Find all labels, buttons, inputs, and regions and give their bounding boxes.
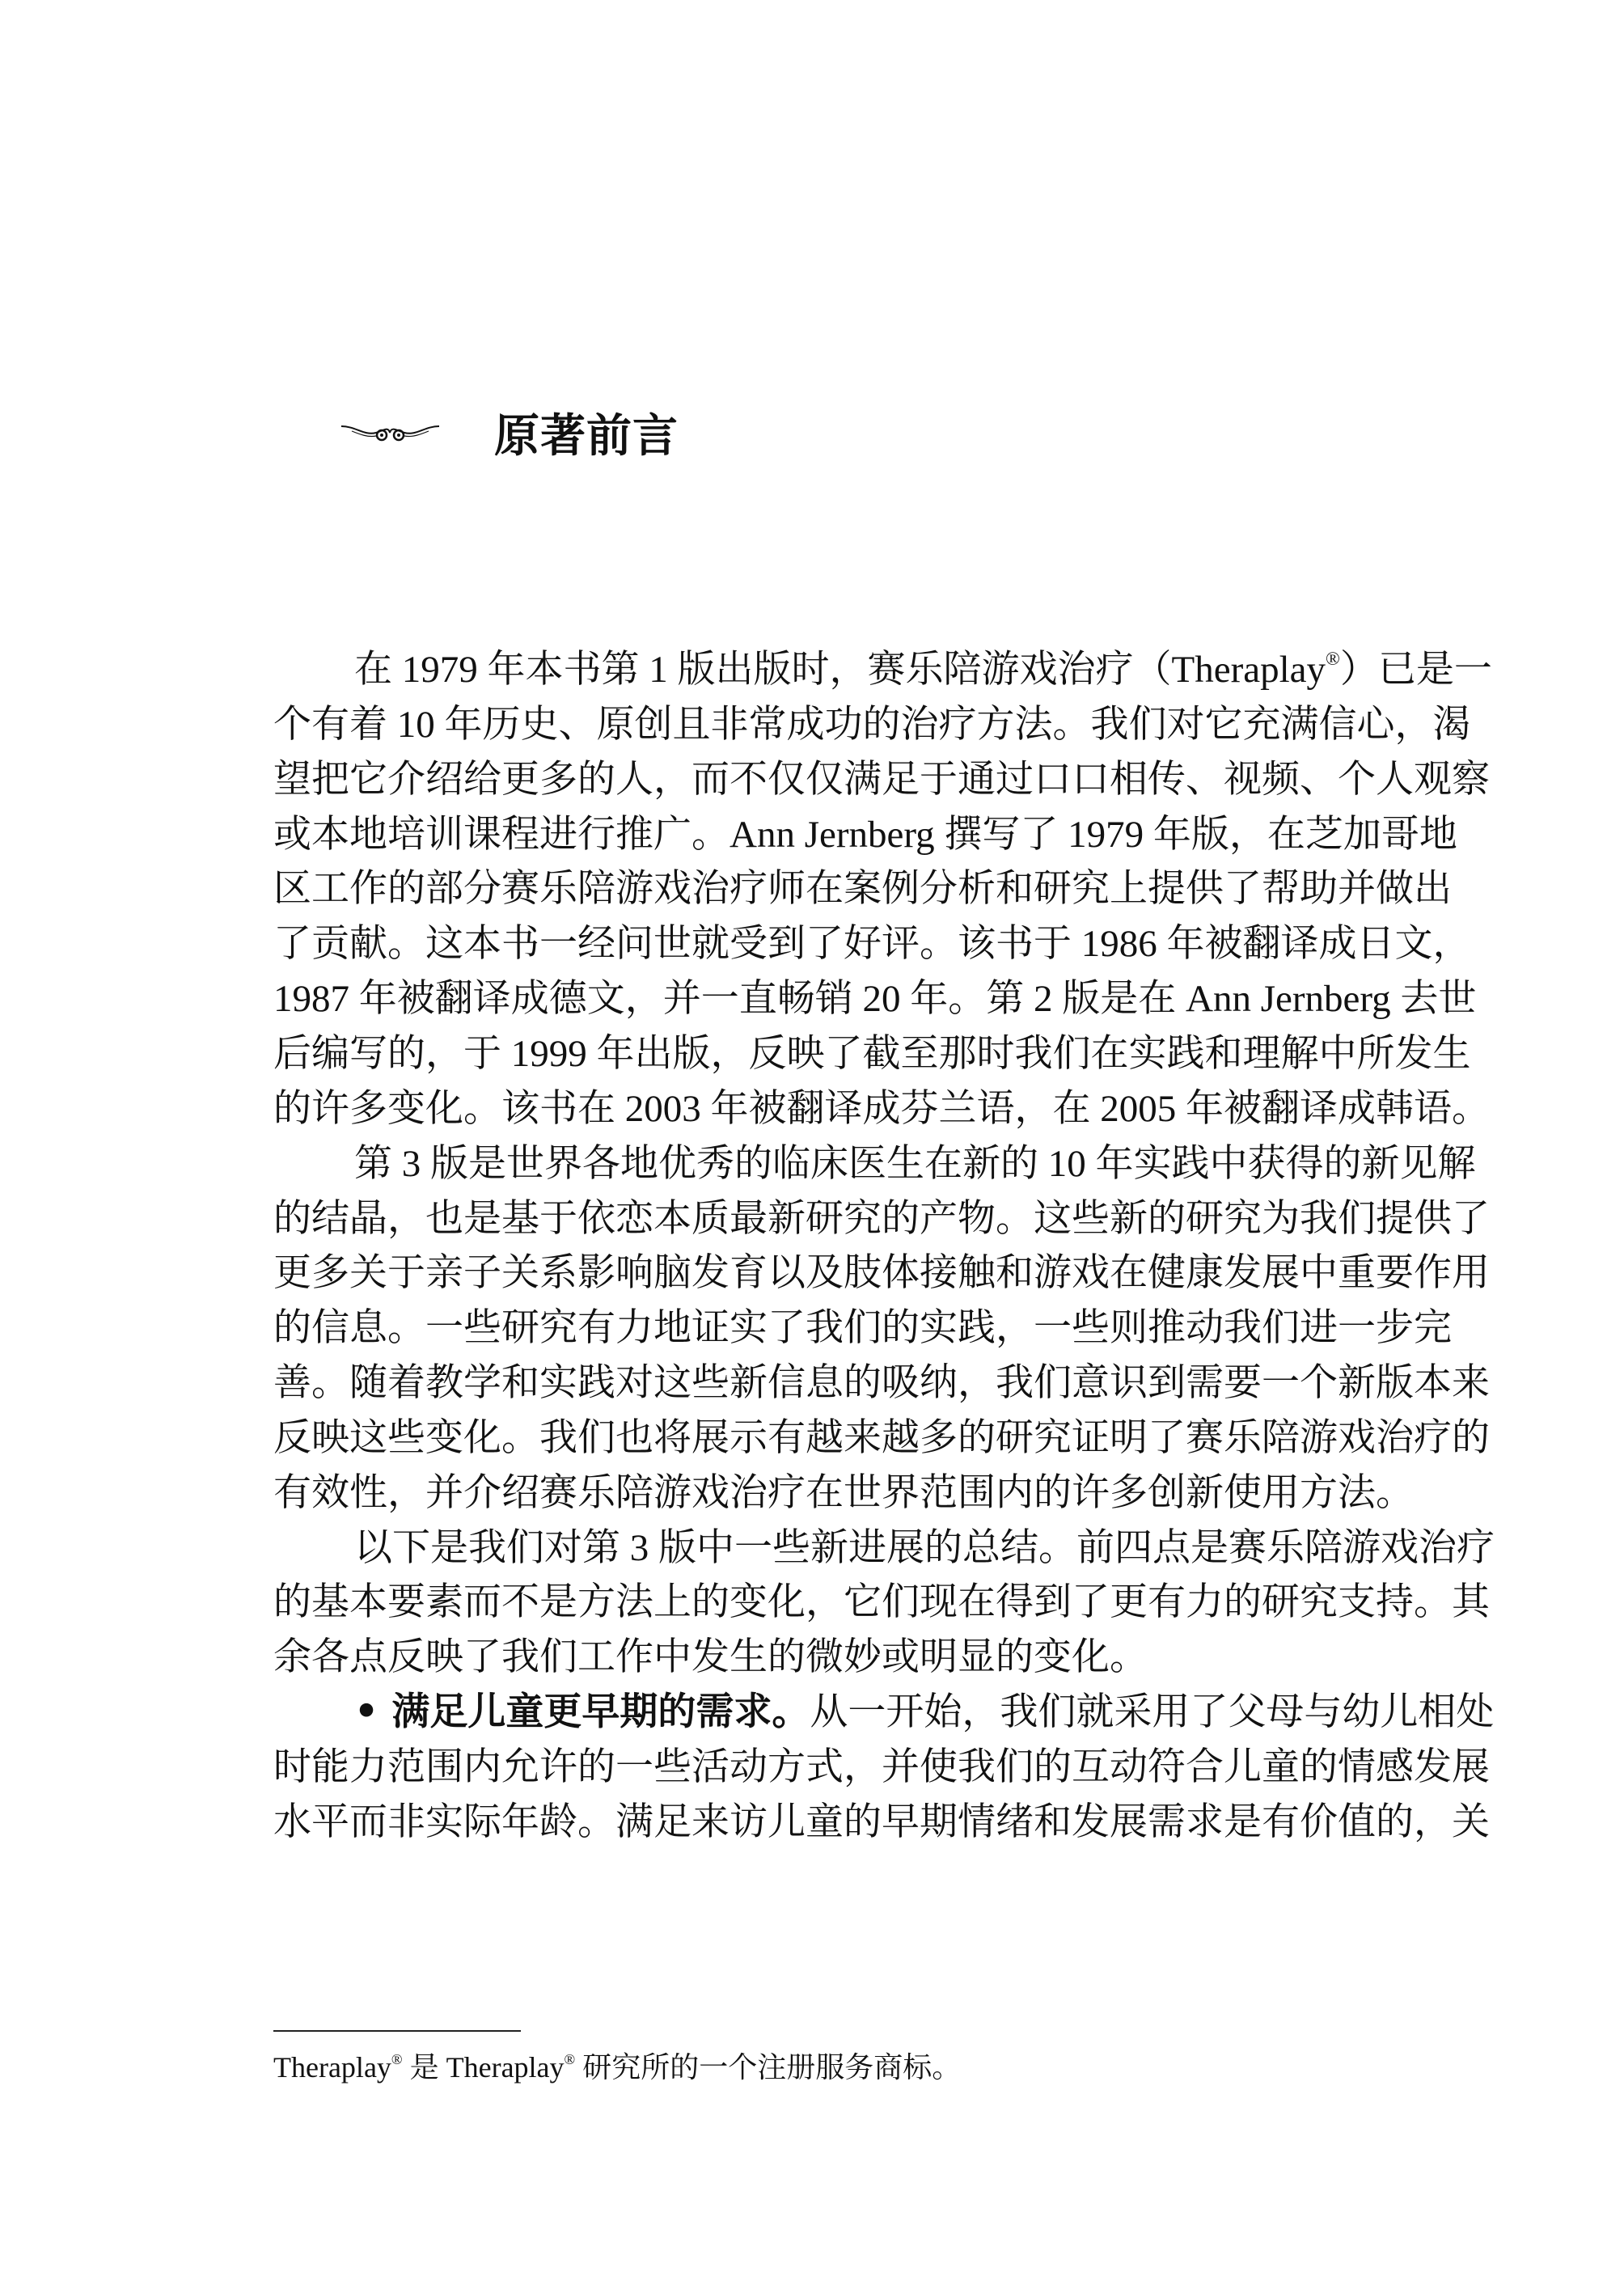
text-line xyxy=(354,1521,1495,1576)
text-line xyxy=(354,1136,1476,1191)
line-text: 在 1979 年本书第 1 版出版时，赛乐陪游戏治疗（Theraplay®）已是一 xyxy=(354,648,1492,691)
text-line xyxy=(273,861,1452,916)
line-text: 后编写的，于 1999 年出版，反映了截至那时我们在实践和理解中所发生 xyxy=(273,1032,1471,1075)
line-text: 了贡献。这本书一经问世就受到了好评。该书于 1986 年被翻译成日文， xyxy=(273,923,1471,966)
line-text: 善。随着教学和实践对这些新信息的吸纳，我们意识到需要一个新版本来 xyxy=(273,1362,1490,1405)
line-text: 时能力范围内允许的一些活动方式，并使我们的互动符合儿童的情感发展 xyxy=(273,1746,1490,1788)
line-text: 望把它介绍给更多的人，而不仅仅满足于通过口口相传、视频、个人观察 xyxy=(273,758,1490,801)
text-line xyxy=(273,752,1490,807)
line-text: 的基本要素而不是方法上的变化，它们现在得到了更有力的研究支持。其 xyxy=(273,1581,1490,1624)
text-line xyxy=(273,1795,1490,1850)
line-text: 反映这些变化。我们也将展示有越来越多的研究证明了赛乐陪游戏治疗的 xyxy=(273,1416,1490,1459)
text-line xyxy=(273,916,1471,971)
scroll-ornament-icon xyxy=(340,417,441,449)
line-text: 的信息。一些研究有力地证实了我们的实践，一些则推动我们进一步完 xyxy=(273,1307,1452,1350)
line-text: 以下是我们对第 3 版中一些新进展的总结。前四点是赛乐陪游戏治疗 xyxy=(354,1526,1495,1569)
line-text: 水平而非实际年龄。满足来访儿童的早期情绪和发展需求是有价值的，关 xyxy=(273,1800,1490,1843)
line-text: 第 3 版是世界各地优秀的临床医生在新的 10 年实践中获得的新见解 xyxy=(354,1142,1476,1185)
text-line xyxy=(273,1191,1490,1246)
text-line xyxy=(354,642,1492,697)
text-line xyxy=(273,1301,1452,1356)
text-line xyxy=(273,1246,1490,1301)
line-text: 区工作的部分赛乐陪游戏治疗师在案例分析和研究上提供了帮助并做出 xyxy=(273,868,1452,911)
line-text: 个有着 10 年历史、原创且非常成功的治疗方法。我们对它充满信心，渴 xyxy=(273,703,1471,746)
page-title: 原著前言 xyxy=(494,410,679,463)
footnote: Theraplay® 是 Theraplay® 研究所的一个注册服务商标。 xyxy=(273,2050,962,2084)
text-line xyxy=(273,1411,1490,1466)
text-line xyxy=(273,807,1457,862)
text-line xyxy=(273,1356,1490,1411)
text-line xyxy=(273,1026,1471,1081)
text-line xyxy=(273,1575,1490,1630)
line-text: 的许多变化。该书在 2003 年被翻译成芬兰语，在 2005 年被翻译成韩语。 xyxy=(273,1087,1490,1130)
line-text: 有效性，并介绍赛乐陪游戏治疗在世界范围内的许多创新使用方法。 xyxy=(273,1471,1414,1514)
text-line xyxy=(273,971,1477,1026)
text-line xyxy=(273,1740,1490,1795)
line-text: 的结晶，也是基于依恋本质最新研究的产物。这些新的研究为我们提供了 xyxy=(273,1197,1490,1240)
bullet-heading: • 满足儿童更早期的需求。 xyxy=(354,1690,810,1735)
line-text: 余各点反映了我们工作中发生的微妙或明显的变化。 xyxy=(273,1636,1148,1679)
line-text: 更多关于亲子关系影响脑发育以及肢体接触和游戏在健康发展中重要作用 xyxy=(273,1252,1490,1295)
text-line xyxy=(273,1466,1414,1521)
text-line xyxy=(273,1081,1490,1136)
footnote-divider xyxy=(273,2030,521,2032)
line-text: 或本地培训课程进行推广。Ann Jernberg 撰写了 1979 年版，在芝加哥地 xyxy=(273,813,1457,856)
text-line xyxy=(354,1685,1495,1740)
text-line xyxy=(273,697,1471,752)
text-line xyxy=(273,1630,1407,1685)
chapter-heading xyxy=(340,396,679,469)
line-text: 从一开始，我们就采用了父母与幼儿相处 xyxy=(810,1691,1495,1734)
line-text: 1987 年被翻译成德文，并一直畅销 20 年。第 2 版是在 Ann Jernberg 去世 xyxy=(273,978,1477,1021)
